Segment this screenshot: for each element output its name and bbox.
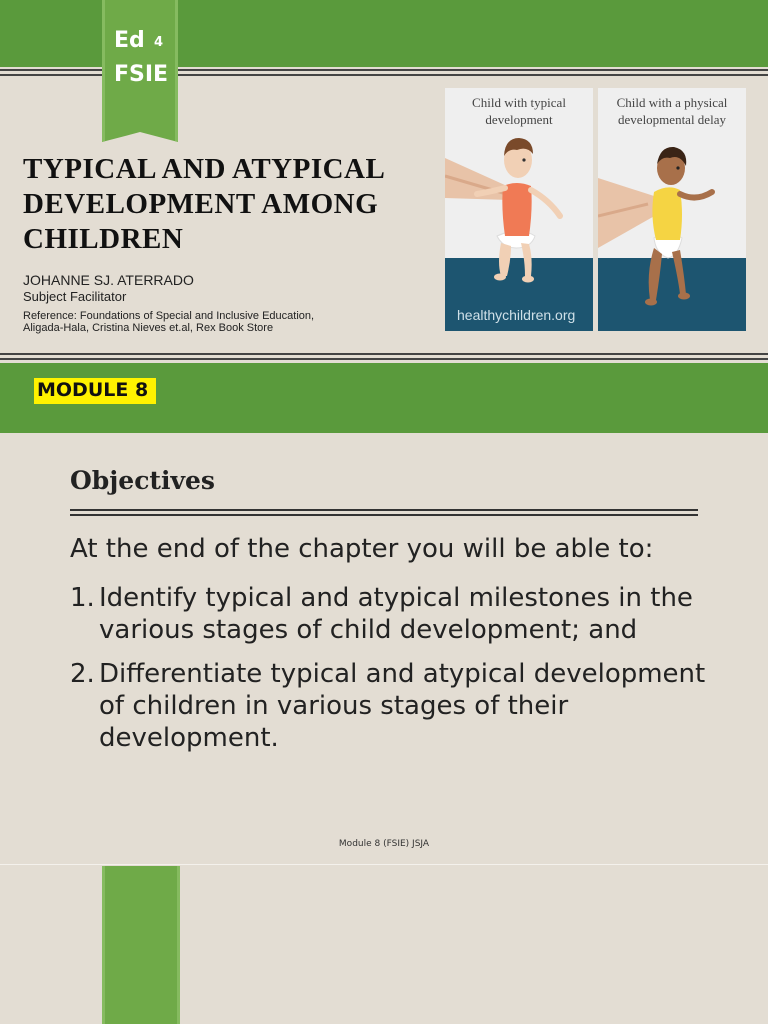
section-rule (0, 358, 768, 360)
illustration-caption: Child with a physical developmental delay (616, 95, 728, 127)
module-label: MODULE 8 (34, 378, 156, 404)
author-role: Subject Facilitator (23, 289, 127, 304)
next-page-ribbon (102, 866, 180, 1024)
objective-number: 2. (70, 659, 95, 689)
objective-text: Differentiate typical and atypical development of children in various stages of their development. (99, 659, 706, 753)
objective-item (70, 658, 710, 754)
badge-ed: Ed (114, 28, 145, 53)
standing-baby-illustration (445, 88, 593, 331)
illustration-caption: Child with typical development (472, 95, 566, 127)
objectives-rule (70, 514, 698, 516)
reference (23, 310, 423, 334)
page-title: TYPICAL AND ATYPICAL DEVELOPMENT AMONG CHILDREN (23, 153, 384, 255)
objectives-rule (70, 509, 698, 511)
objectives-heading: Objectives (70, 466, 215, 495)
objectives-lead: At the end of the chapter you will be able to: (70, 534, 654, 564)
badge-number: 4 (154, 35, 164, 50)
author-name: JOHANNE SJ. ATERRADO (23, 272, 194, 288)
badge-course-code: FSIE (114, 62, 169, 87)
page-break (0, 864, 768, 865)
reference-line: Reference: Foundations of Special and Inclusive Education, (23, 310, 315, 322)
objective-item (70, 582, 710, 646)
objective-text: Identify typical and atypical milestones in the various stages of child development; and (99, 583, 693, 645)
objective-number: 1. (70, 583, 95, 613)
healthychildren-watermark: healthychildren.org (457, 307, 576, 323)
typical-development-illustration (445, 88, 593, 331)
page-footer: Module 8 (FSIE) JSJA (338, 839, 430, 849)
delayed-development-illustration (598, 88, 746, 331)
reference-line: Aligada-Hala, Cristina Nieves et.al, Rex Book Store (23, 322, 274, 334)
supported-baby-illustration (598, 88, 746, 331)
section-rule (0, 353, 768, 355)
